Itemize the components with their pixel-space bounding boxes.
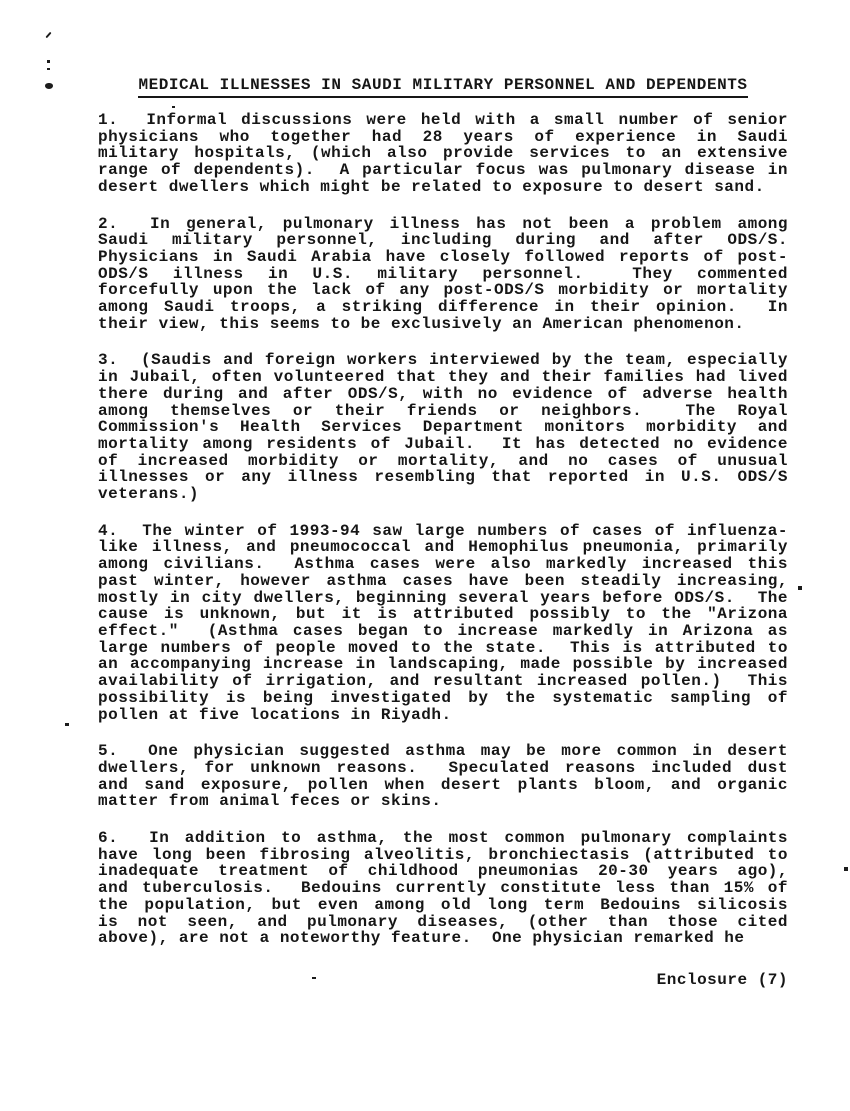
paragraph (98, 112, 788, 196)
text-line: there during and after ODS/S, with no evidence of adverse health (98, 384, 788, 403)
text-line: Saudi military personnel, including during and after ODS/S. (98, 231, 788, 250)
text-line: 1. Informal discussions were held with a small number of senior (98, 111, 788, 129)
document-body (98, 76, 788, 967)
text-line: pollen at five locations in Riyadh. (98, 705, 452, 724)
text-line: Physicians in Saudi Arabia have closely followed reports of post- (98, 247, 788, 266)
text-line: dwellers, for unknown reasons. Speculated reasons included dust (98, 758, 788, 777)
text-line: availability of irrigation, and resultant increased pollen.) This (98, 672, 788, 691)
text-line: desert dwellers which might be related to exposure to desert sand. (98, 177, 765, 196)
scan-speck (47, 60, 50, 63)
scan-speck (47, 68, 50, 70)
text-line: above), are not a noteworthy feature. One physician remarked he (98, 929, 745, 948)
paragraph (98, 743, 788, 810)
scan-speck (45, 32, 51, 39)
text-line: illnesses or any illness resembling that reported in U.S. ODS/S (98, 468, 788, 487)
scan-speck (798, 586, 802, 590)
text-line: military hospitals, (which also provide services to an extensive (98, 144, 788, 163)
scan-speck (45, 83, 53, 89)
text-line: the population, but even among old long term Bedouins silicosis (98, 895, 788, 914)
text-line: 5. One physician suggested asthma may be more common in desert (98, 742, 788, 761)
text-line: is not seen, and pulmonary diseases, (other than those cited (98, 912, 788, 931)
text-line: 2. In general, pulmonary illness has not been a problem among (98, 214, 788, 233)
text-line: mostly in city dwellers, beginning several years before ODS/S. The (98, 588, 788, 607)
text-line: an accompanying increase in landscaping, made possible by increased (98, 655, 788, 674)
text-line: have long been fibrosing alveolitis, bronchiectasis (attributed to (98, 845, 788, 864)
document-title: MEDICAL ILLNESSES IN SAUDI MILITARY PERSONNEL AND DEPENDENTS (138, 76, 747, 98)
text-line: in Jubail, often volunteered that they and their families had lived (98, 368, 788, 387)
scan-speck (65, 723, 69, 726)
text-line: past winter, however asthma cases have been steadily increasing, (98, 571, 788, 590)
text-line: 3. (Saudis and foreign workers interviewed by the team, especially (98, 351, 788, 370)
text-line: and sand exposure, pollen when desert plants bloom, and organic (98, 775, 788, 794)
text-line: possibility is being investigated by the systematic sampling of (98, 688, 788, 707)
paragraph (98, 352, 788, 502)
paragraph (98, 216, 788, 333)
text-line: ODS/S illness in U.S. military personnel. They commented (98, 264, 788, 283)
text-line: among themselves or their friends or neighbors. The Royal (98, 401, 788, 420)
text-line: Commission's Health Services Department monitors morbidity and (98, 418, 788, 437)
text-line: of increased morbidity or mortality, and no cases of unusual (98, 451, 788, 470)
paragraph (98, 523, 788, 723)
text-line: 4. The winter of 1993-94 saw large numbers of cases of influenza- (98, 521, 788, 540)
text-line: their view, this seems to be exclusively an American phenomenon. (98, 314, 745, 333)
text-line: among Saudi troops, a striking difference in their opinion. In (98, 298, 788, 317)
paragraph (98, 830, 788, 947)
text-line: physicians who together had 28 years of experience in Saudi (98, 127, 788, 146)
text-line: like illness, and pneumococcal and Hemophilus pneumonia, primarily (98, 538, 788, 557)
text-line: forcefully upon the lack of any post-ODS/S morbidity or mortality (98, 281, 788, 300)
text-line: effect." (Asthma cases began to increase markedly in Arizona as (98, 621, 788, 640)
paragraphs-container (98, 112, 788, 947)
text-line: veterans.) (98, 485, 200, 504)
text-line: range of dependents). A particular focus was pulmonary disease in (98, 161, 788, 180)
text-line: cause is unknown, but it is attributed possibly to the "Arizona (98, 605, 788, 624)
enclosure-footer: Enclosure (7) (656, 971, 788, 989)
scan-speck (844, 867, 848, 871)
text-line: inadequate treatment of childhood pneumonias 20-30 years ago), (98, 862, 788, 881)
text-line: among civilians. Asthma cases were also markedly increased this (98, 555, 788, 574)
text-line: mortality among residents of Jubail. It has detected no evidence (98, 434, 788, 453)
text-line: and tuberculosis. Bedouins currently constitute less than 15% of (98, 879, 788, 898)
title-row (98, 76, 788, 98)
text-line: 6. In addition to asthma, the most common pulmonary complaints (98, 829, 788, 848)
text-line: large numbers of people moved to the state. This is attributed to (98, 638, 788, 657)
text-line: matter from animal feces or skins. (98, 792, 442, 811)
